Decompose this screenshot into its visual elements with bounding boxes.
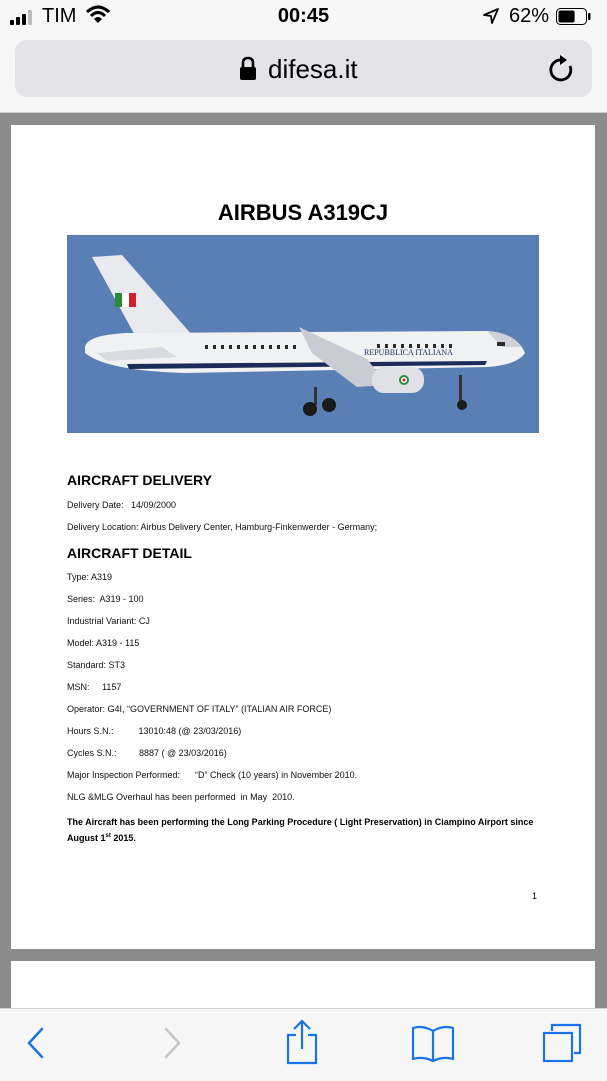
share-icon[interactable] bbox=[284, 1019, 320, 1065]
back-icon[interactable] bbox=[24, 1023, 48, 1063]
carrier-name: TIM bbox=[42, 5, 77, 27]
clock: 00:45 bbox=[277, 5, 330, 27]
page-number: 1 bbox=[532, 891, 538, 901]
note-superscript: st bbox=[105, 833, 111, 839]
detail-line: Hours S.N.: 13010:48 (@ 23/03/2016) bbox=[67, 726, 242, 736]
detail-line: Model: A319 - 115 bbox=[67, 638, 140, 648]
forward-icon[interactable] bbox=[160, 1023, 184, 1063]
detail-line: Standard: ST3 bbox=[67, 660, 126, 670]
status-bar bbox=[0, 0, 607, 34]
detail-line: Industrial Variant: CJ bbox=[67, 616, 150, 626]
detail-line: Major Inspection Performed: “D” Check (10 years) in November 2010. bbox=[67, 770, 358, 780]
delivery-date: Delivery Date: 14/09/2000 bbox=[67, 500, 177, 510]
detail-line: Cycles S.N.: 8887 ( @ 23/03/2016) bbox=[67, 748, 227, 758]
detail-line: NLG &MLG Overhaul has been performed in May 2010. bbox=[67, 792, 295, 802]
browser-chrome bbox=[0, 34, 607, 113]
aircraft-livery-text: REPUBBLICA ITALIANA bbox=[364, 348, 453, 357]
delivery-location: Delivery Location: Airbus Delivery Center, Hamburg-Finkenwerder - Germany; bbox=[67, 522, 378, 532]
battery-percentage: 62% bbox=[509, 5, 550, 27]
delivery-heading: AIRCRAFT DELIVERY bbox=[67, 472, 212, 488]
detail-line: MSN: 1157 bbox=[67, 682, 122, 692]
detail-line: Operator: G4I, “GOVERNMENT OF ITALY” (ITALIAN AIR FORCE) bbox=[67, 704, 332, 714]
bookmarks-icon[interactable] bbox=[410, 1023, 456, 1063]
preservation-note bbox=[67, 815, 547, 845]
bottom-toolbar bbox=[0, 1008, 607, 1081]
aircraft-photo bbox=[67, 235, 539, 433]
detail-line: Series: A319 - 100 bbox=[67, 594, 144, 604]
detail-heading: AIRCRAFT DETAIL bbox=[67, 545, 192, 561]
note-text: The Aircraft has been performing the Long Parking Procedure ( Light Preservation) in Ciampino Airport since August 1 bbox=[67, 817, 534, 843]
address-bar[interactable] bbox=[15, 40, 592, 97]
location-arrow-icon bbox=[482, 7, 500, 25]
note-text-end: 2015. bbox=[110, 833, 136, 843]
tabs-icon[interactable] bbox=[540, 1021, 584, 1065]
reload-icon[interactable] bbox=[548, 54, 576, 84]
battery-icon bbox=[556, 8, 591, 25]
detail-line: Type: A319 bbox=[67, 572, 113, 582]
lock-icon bbox=[238, 56, 258, 82]
url-text[interactable]: difesa.it bbox=[268, 54, 358, 84]
pdf-page bbox=[11, 125, 595, 949]
document-title: AIRBUS A319CJ bbox=[217, 200, 389, 225]
